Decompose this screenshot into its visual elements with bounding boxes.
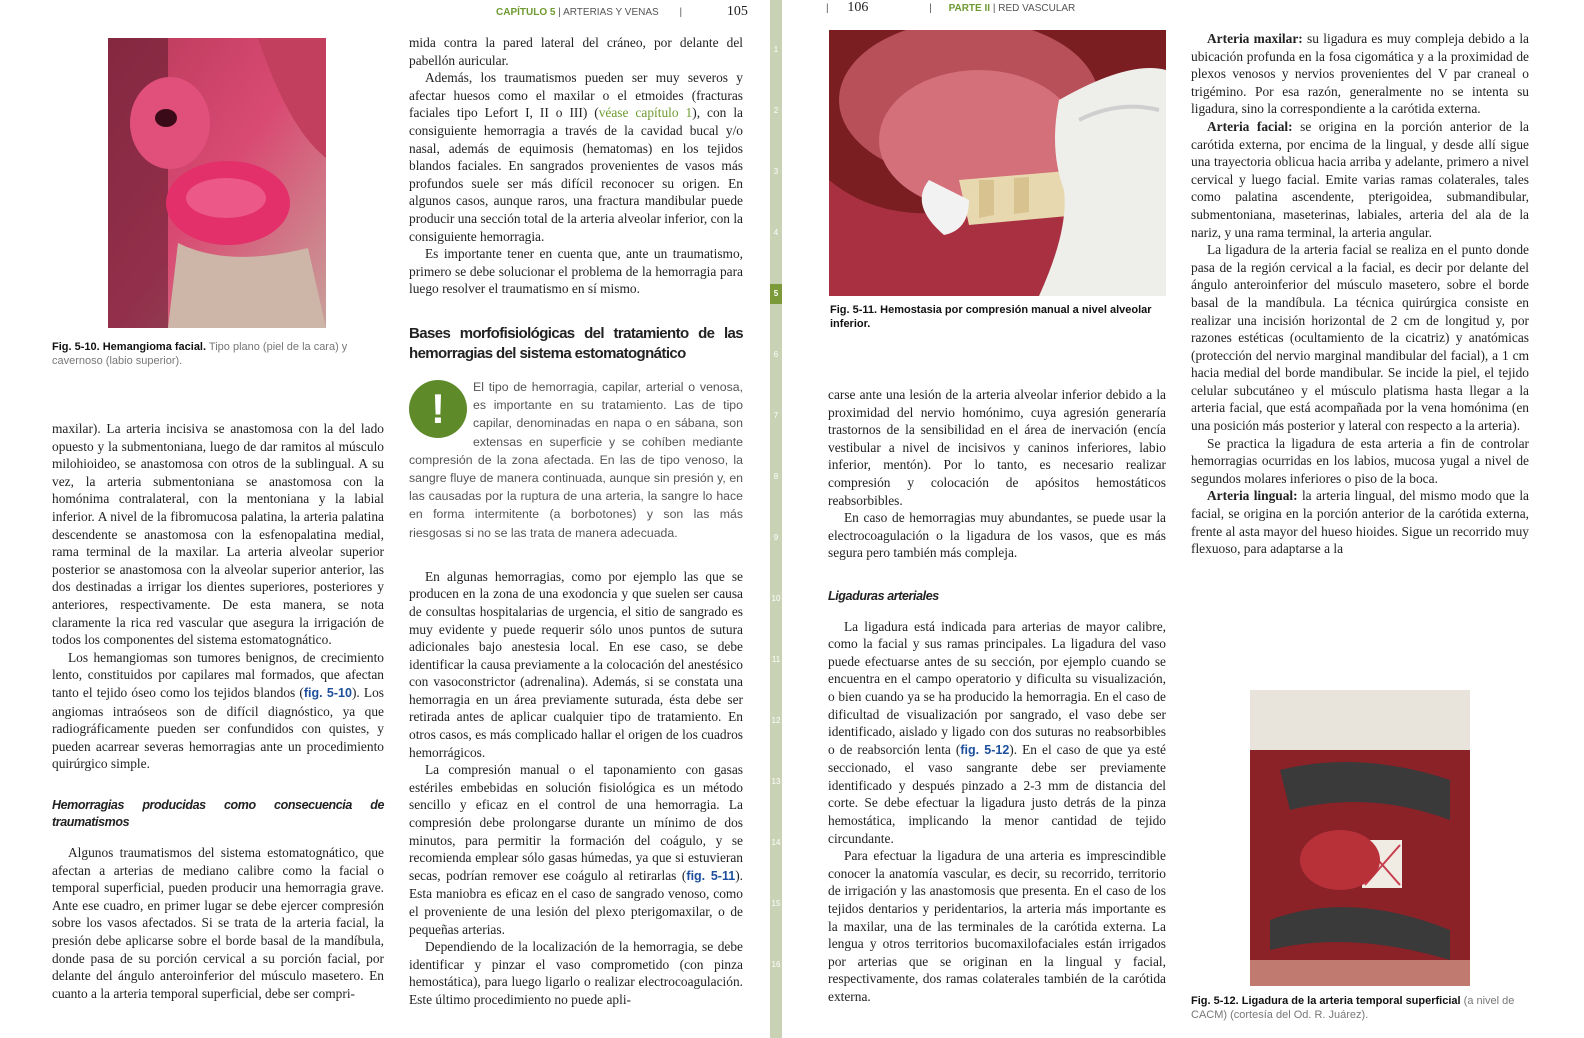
paragraph: Es importante tener en cuenta que, ante un traumatismo, primero se debe solucionar el problema de la hemorragia para luego resolver el traumatismo en sí mismo. xyxy=(409,246,743,297)
figure-link[interactable]: fig. 5-12 xyxy=(960,742,1010,757)
term: Arteria facial: xyxy=(1207,118,1293,134)
chapter-tab-1[interactable]: 1 xyxy=(773,45,779,54)
text-run: la arteria lingual, del mismo modo que la facial, se origina en la porción anterior de la carótida externa, frente al asta mayor del hueso hioides. Sigue un recorrido muy flexuoso, para adaptarse a la xyxy=(1191,488,1529,557)
chapter-tab-2[interactable]: 2 xyxy=(773,106,779,115)
section-label: ARTERIAS Y VENAS xyxy=(563,7,659,18)
paragraph xyxy=(1191,487,1529,557)
paragraph: mida contra la pared lateral del cráneo, por delante del pabellón auricular. xyxy=(409,35,743,68)
part-label: PARTE II xyxy=(948,3,991,14)
page-number: 105 xyxy=(726,4,748,19)
chapter-tab-7[interactable]: 7 xyxy=(773,411,779,420)
running-head-left xyxy=(496,4,779,20)
text-run: su ligadura es muy compleja debido a la ubicación profunda en la fosa cigomática y a la proximidad de plexos venosos y nervios provenientes del V par craneal o trigémino. Por esa razón, generalmente no se intenta su ligadura, sino la correspondiente a la carótida externa. xyxy=(1191,31,1529,117)
spacer xyxy=(409,542,743,568)
figure-5-10-caption xyxy=(52,340,392,368)
text-run: se origina en la porción anterior de la carótida externa, por encima de la lingual, y desde allí sigue una trayectoria oblicua hacia arriba y adelante, primero a nivel cervical y luego facial. Emite varias ramas colaterales, tales como palatina ascendente, pterigoidea, submandibular, submentoniana, maseterinas, labiales, arteria del ala de la nariz, y una rama terminal, la arteria angular. xyxy=(1191,118,1529,240)
subheading: Ligaduras arteriales xyxy=(828,588,939,603)
paragraph: Se practica la ligadura de esta arteria a fin de controlar hemorragias ocurridas en los labios, mucosa yugal a nivel de segundos molares inferiores o piso de la boca. xyxy=(1191,435,1529,486)
separator: | xyxy=(992,3,996,14)
chapter-tab-12[interactable]: 12 xyxy=(771,716,781,725)
paragraph: maxilar). La arteria incisiva se anastomosa con la del lado opuesto y la submentoniana, luego de dar ramitos al músculo milohioideo, se anastomosa con otros de la sublingual. A su vez, la arteria submentoniana se anastomosa con la homónima contralateral, con la mentoniana y la labial inferior. A nivel de la fibromucosa palatina, la arteria palatina descendente se anastomosa con la esfenopalatina medial, rama terminal de la maxilar. La arteria alveolar superior posterior se anastomosa con la alveolar superior anterior, las dos destinadas a irrigar los dientes superiores, posteriores y anteriores, respectivamente. De esta manera, se nota claramente la rica red vascular que asegura la irrigación de todos los componentes del sistema estomatognático. xyxy=(52,421,384,648)
paragraph xyxy=(409,761,743,938)
chapter-tab-13[interactable]: 13 xyxy=(771,777,781,786)
chapter-tab-3[interactable]: 3 xyxy=(773,167,779,176)
paragraph: En algunas hemorragias, como por ejemplo las que se producen en la zona de una exodoncia y que suelen ser causa de consultas hospitalarias de urgencia, el sitio de sangrado es muy evidente y puede requerir sólo unos puntos de sutura adicionales bajo anestesia local. En ese caso, se debe identificar la causa previamente a la colocación del anestésico con vasoconstrictor (adrenalina). Además, si se constata una hemorragia en un área previamente suturada, ésta debe ser retirada antes de aplicar cualquier tipo de tratamiento. En otros casos, es más complicado hallar el origen de los cuadros hemorrágicos. xyxy=(409,568,743,760)
running-head-right xyxy=(826,0,1075,16)
page-number: 106 xyxy=(847,0,869,15)
figure-link[interactable]: fig. 5-11 xyxy=(686,868,736,883)
note-text: El tipo de hemorragia, capilar, arterial o venosa, es importante en su tratamiento. Las de tipo capilar, denominadas en napa o en sábana, son extensas en superficie y se cohíben mediante compresión de la zona afectada. En las de tipo venoso, la sangre fluye de manera continuada, aunque sin presión y, en las causadas por la ruptura de una arteria, la sangre lo hace en forma intermitente (a borbotones) y son las más riesgosas si no se las trata de manera adecuada. xyxy=(409,379,743,540)
paragraph: Algunos traumatismos del sistema estomatognático, que afectan a arterias de mediano calibre como la facial o temporal superficial, pueden producir una hemorragia grave. Ante ese cuadro, en primer lugar se debe ejercer compresión sobre los vasos afectados. Si se trata de la arteria facial, la presión debe aplicarse sobre el borde basal de la mandíbula, donde pasa de su porción cervical a su porción facial, por delante del ángulo anteroinferior del músculo masetero. En cuanto a la arteria temporal superficial, debe ser compri- xyxy=(52,845,384,1001)
left-column-1 xyxy=(52,420,384,1002)
left-page xyxy=(0,0,770,1038)
paragraph: Dependiendo de la localización de la hemorragia, se debe identificar y pinzar el vaso comprometido (con pinza hemostática), para luego ligarlo o realizar electrocoagulación. Este último procedimiento no puede apli- xyxy=(409,939,743,1007)
term: Arteria lingual: xyxy=(1207,488,1298,504)
chapter-tab-11[interactable]: 11 xyxy=(771,655,781,664)
right-column-1 xyxy=(828,386,1166,1006)
divider: | xyxy=(679,7,683,18)
chapter-tab-9[interactable]: 9 xyxy=(773,533,779,542)
paragraph xyxy=(828,618,1166,848)
paragraph: carse ante una lesión de la arteria alveolar inferior debido a la proximidad del nervio homónimo, cuya agresión generaría trastornos de la sensibilidad en el área de inervación (encía vestibular a nivel de incisivos y caninos inferiores, labio inferior, mentón). Por lo tanto, es necesario realizar compresión y colocación de apósitos hemostáticos reabsorbibles. xyxy=(828,387,1166,508)
figure-text: Tipo plano (piel de la cara) y cavernoso (labio superior). xyxy=(52,341,348,367)
figure-5-12-photo xyxy=(1250,690,1470,986)
text-run: ). Los angiomas intraóseos son de difícil diagnóstico, ya que radiográficamente pueden ser confundidos con quistes, y pueden acarrear severas hemorragias ante un procedimiento quirúrgico simple. xyxy=(52,684,384,772)
figure-5-11-photo xyxy=(829,30,1166,296)
subheading: Hemorragias producidas como consecuencia de traumatismos xyxy=(52,797,384,830)
text-run: Además, los traumatismos pueden ser muy severos y afectar huesos como el maxilar o el etmoides (fracturas faciales tipo Lefort I, II o III) ( xyxy=(409,70,743,121)
paragraph: Para efectuar la ligadura de una arteria es imprescindible conocer la anatomía vascular, es decir, su recorrido, territorio de irrigación y las anastomosis que presenta. En el caso de los tejidos dentarios y peridentarios, la arteria más importante es la maxilar, una de las terminales de la carótida externa. La lengua y otros territorios bucomaxilofaciales están irrigados por arterias que se originan en la lingual y facial, respectivamente, dos ramas colaterales también de la carótida externa. xyxy=(828,848,1166,1004)
figure-label: Fig. 5-12. Ligadura de la arteria temporal superficial xyxy=(1191,995,1461,1007)
chapter-tab-15[interactable]: 15 xyxy=(771,899,781,908)
chapter-link[interactable]: véase capítulo 1 xyxy=(598,105,693,121)
chapter-tab-4[interactable]: 4 xyxy=(773,228,779,237)
separator: | xyxy=(558,7,561,18)
paragraph xyxy=(52,649,384,773)
figure-link[interactable]: fig. 5-10 xyxy=(303,685,352,700)
paragraph xyxy=(1191,30,1529,118)
exclamation-icon: ! xyxy=(409,380,467,438)
paragraph xyxy=(409,69,743,245)
figure-5-12-caption xyxy=(1191,994,1531,1022)
right-column-2 xyxy=(1191,30,1529,558)
figure-5-11-caption: Fig. 5-11. Hemostasia por compresión manual a nivel alveolar inferior. xyxy=(830,304,1152,330)
figure-5-10-photo xyxy=(108,38,326,328)
divider: | xyxy=(826,3,829,14)
paragraph: En caso de hemorragias muy abundantes, se puede usar la electrocoagulación o la ligadura de los vasos, que es más segura pero también más compleja. xyxy=(828,510,1166,561)
chapter-tab-6[interactable]: 6 xyxy=(773,350,779,359)
section-label: RED VASCULAR xyxy=(998,3,1076,14)
divider: | xyxy=(929,3,932,14)
chapter-tab-14[interactable]: 14 xyxy=(771,838,781,847)
term: Arteria maxilar: xyxy=(1207,31,1303,46)
important-note xyxy=(409,378,743,542)
chapter-tab-8[interactable]: 8 xyxy=(773,472,779,481)
text-run: ). Esta maniobra es eficaz en el caso de sangrado venoso, como el proveniente de una lesión del plexo pterigomaxilar, o de pequeñas arterias. xyxy=(409,867,744,937)
chapter-tab-strip xyxy=(770,0,782,1038)
section-heading: Bases morfofisiológicas del tratamiento de las hemorragias del sistema estomatognático xyxy=(409,324,743,362)
figure-label: Fig. 5-10. Hemangioma facial. xyxy=(52,341,207,353)
text-run: La ligadura está indicada para arterias de mayor calibre, como la facial y sus ramas principales. La ligadura del vaso puede efectuarse antes de su sección, por ejemplo cuando se encuentra en el campo operatorio y dificulta su visualización, o bien cuando ya se ha producido la hemorragia. En el caso de dificultad de visualización por sangrado, el vaso debe ser identificado, aislado y ligado con dos suturas no reabsorbibles o de reabsorción lenta ( xyxy=(828,618,1166,757)
figure-text: (a nivel de CACM) (cortesía del Od. R. Juárez). xyxy=(1191,995,1515,1021)
text-run: ), con la consiguiente hemorragia a través de la cavidad bucal y/o nasal, además de equimosis (hematomas) en los tejidos blandos faciales. En sangrados provenientes de vasos más profundos suele ser más difícil reconocer su origen. En algunos casos, aunque raros, una fractura mandibular puede producir una sección total de la arteria alveolar inferior, con la consiguiente hemorragia. xyxy=(409,105,744,244)
paragraph: La ligadura de la arteria facial se realiza en el punto donde pasa de la región cervical a la facial, es decir por delante del ángulo anteroinferior del músculo masetero, sobre el borde basal de la mandíbula. La técnica quirúrgica consiste en realizar una incisión horizontal de 2 cm de longitud y, por razones estéticas (ocultamiento de la cicatriz) y anatómicas (protección del nervio marginal mandibular del facial), a 1 cm hacia medial del borde mandibular. Se incide la piel, el tejido celular subcutáneo y el músculo platisma hasta llegar a la arteria facial, que está acompañada por la vena homónima (en una posición más posterior y lateral con respecto a la arteria). xyxy=(1191,242,1529,434)
right-page xyxy=(782,0,1584,1038)
text-run: Los hemangiomas son tumores benignos, de crecimiento lento, constituidos por capilares mal formados, que afectan tanto el tejido óseo como los tejidos blandos ( xyxy=(52,649,384,700)
paragraph xyxy=(1191,118,1529,241)
chapter-tab-10[interactable]: 10 xyxy=(771,594,781,603)
text-run: La compresión manual o el taponamiento con gasas estériles embebidas en solución fisiológica es un método sencillo y eficaz en el control de una hemorragia. La compresión debe prolongarse durante un mínimo de dos minutos, para permitir la formación del coágulo, y se recomienda emplear sólo gasas húmedas, ya que si estuvieran secas, podrían remover ese coágulo al retirarlas ( xyxy=(409,762,743,883)
left-column-2 xyxy=(409,34,743,1009)
chapter-tab-5[interactable]: 5 xyxy=(770,284,782,304)
chapter-tab-16[interactable]: 16 xyxy=(771,960,781,969)
text-run: ). En el caso de que ya esté seccionado, el vaso sangrante debe ser previamente identificado y después pinzado a 2-3 mm de distancia del corte. Se debe efectuar la ligadura justo detrás de la pinza hemostática, implicando la menor cantidad de tejido circundante. xyxy=(828,741,1166,846)
chapter-label: CAPÍTULO 5 xyxy=(496,7,556,18)
